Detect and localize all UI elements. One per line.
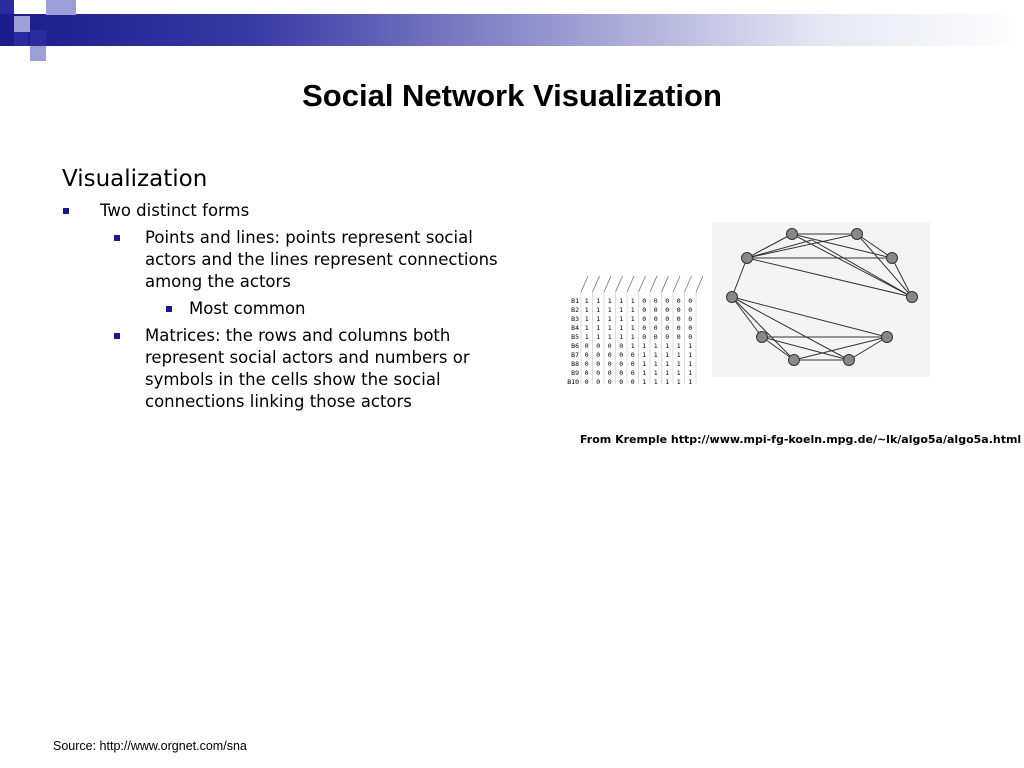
slide-title: Social Network Visualization — [302, 78, 722, 113]
section-heading: Visualization — [62, 166, 208, 192]
adjacency-matrix-figure — [561, 272, 711, 384]
matrix-cell: 1 — [596, 315, 601, 323]
network-node — [787, 229, 798, 240]
matrix-cell: 1 — [688, 342, 693, 350]
matrix-cell: 0 — [676, 297, 681, 305]
matrix-cell: 0 — [630, 369, 635, 377]
matrix-cell: 1 — [630, 333, 635, 341]
square-bullet-icon — [114, 235, 120, 241]
network-node — [882, 332, 893, 343]
matrix-cell: 0 — [642, 315, 647, 323]
decor-square — [14, 16, 30, 32]
matrix-cell: 1 — [596, 306, 601, 314]
matrix-row-label: B6 — [571, 342, 579, 350]
matrix-cell: 1 — [596, 297, 601, 305]
matrix-header-line — [639, 276, 646, 292]
figure-caption: From Kremple http://www.mpi-fg-koeln.mpg.de/~lk/algo5a/algo5a.html — [580, 433, 1022, 446]
matrix-cell: 1 — [676, 342, 681, 350]
matrix-cell: 0 — [607, 360, 612, 368]
matrix-cell: 0 — [676, 315, 681, 323]
matrix-cell: 1 — [642, 378, 647, 384]
matrix-cell: 1 — [607, 324, 612, 332]
matrix-cell: 0 — [596, 378, 601, 384]
matrix-cell: 1 — [607, 306, 612, 314]
matrix-cell: 1 — [630, 324, 635, 332]
matrix-row-label: B7 — [571, 351, 579, 359]
network-graph-figure — [712, 222, 930, 377]
network-node — [844, 355, 855, 366]
matrix-cell: 0 — [688, 306, 693, 314]
matrix-cell: 1 — [688, 360, 693, 368]
source-note: Source: http://www.orgnet.com/sna — [53, 739, 247, 753]
matrix-cell: 1 — [584, 315, 589, 323]
matrix-header-line — [581, 276, 588, 292]
matrix-cell: 1 — [676, 369, 681, 377]
network-node — [742, 253, 753, 264]
matrix-cell: 0 — [665, 297, 670, 305]
matrix-cell: 0 — [607, 369, 612, 377]
matrix-cell: 0 — [653, 297, 658, 305]
matrix-row-label: B1 — [571, 297, 579, 305]
matrix-header-line — [593, 276, 600, 292]
network-node — [757, 332, 768, 343]
matrix-cell: 0 — [676, 306, 681, 314]
matrix-cell: 1 — [653, 369, 658, 377]
decor-square — [46, 0, 61, 15]
matrix-cell: 1 — [619, 297, 624, 305]
matrix-cell: 1 — [630, 342, 635, 350]
matrix-cell: 1 — [676, 378, 681, 384]
matrix-cell: 0 — [584, 378, 589, 384]
matrix-cell: 1 — [642, 369, 647, 377]
matrix-cell: 0 — [584, 342, 589, 350]
matrix-row-label: B2 — [571, 306, 579, 314]
matrix-cell: 0 — [619, 360, 624, 368]
bullet-level2 — [145, 325, 500, 413]
matrix-cell: 0 — [676, 324, 681, 332]
matrix-header-line — [696, 276, 703, 292]
matrix-cell: 1 — [665, 342, 670, 350]
matrix-header-line — [650, 276, 657, 292]
bullet-text: Most common — [189, 299, 306, 318]
matrix-cell: 1 — [584, 297, 589, 305]
matrix-cell: 0 — [630, 378, 635, 384]
matrix-cell: 1 — [642, 342, 647, 350]
matrix-cell: 1 — [642, 351, 647, 359]
matrix-cell: 0 — [630, 351, 635, 359]
square-bullet-icon — [166, 306, 172, 312]
network-node — [907, 292, 918, 303]
network-graph — [712, 222, 930, 377]
bullet-level3 — [189, 298, 306, 320]
bullet-text: Points and lines: points represent social actors and the lines represent connections among the actors — [145, 228, 498, 291]
matrix-cell: 1 — [630, 315, 635, 323]
matrix-cell: 1 — [607, 297, 612, 305]
bullet-text: Two distinct forms — [100, 201, 250, 220]
matrix-cell: 0 — [584, 351, 589, 359]
network-node — [852, 229, 863, 240]
matrix-row-label: B3 — [571, 315, 579, 323]
matrix-cell: 0 — [584, 369, 589, 377]
matrix-cell: 1 — [653, 351, 658, 359]
matrix-cell: 0 — [642, 306, 647, 314]
matrix-cell: 1 — [619, 315, 624, 323]
matrix-cell: 0 — [665, 306, 670, 314]
matrix-cell: 0 — [596, 369, 601, 377]
square-bullet-icon — [114, 333, 120, 339]
matrix-cell: 0 — [619, 351, 624, 359]
matrix-cell: 1 — [676, 351, 681, 359]
decor-square — [30, 46, 46, 61]
matrix-cell: 1 — [665, 351, 670, 359]
matrix-row-label: B4 — [571, 324, 579, 332]
matrix-header-line — [662, 276, 669, 292]
matrix-cell: 1 — [607, 333, 612, 341]
matrix-cell: 0 — [619, 342, 624, 350]
bullet-level1 — [100, 200, 249, 222]
matrix-cell: 1 — [596, 324, 601, 332]
matrix-cell: 1 — [630, 297, 635, 305]
matrix-cell: 1 — [584, 333, 589, 341]
decor-square — [61, 0, 76, 15]
matrix-cell: 0 — [688, 324, 693, 332]
decor-square — [30, 30, 46, 46]
matrix-cell: 0 — [607, 351, 612, 359]
bullet-text: Matrices: the rows and columns both represent social actors and numbers or symbols in the cells show the social connections linking those actors — [145, 326, 470, 411]
matrix-cell: 1 — [619, 324, 624, 332]
adjacency-matrix — [561, 272, 711, 384]
matrix-cell: 1 — [653, 378, 658, 384]
matrix-cell: 0 — [596, 360, 601, 368]
matrix-cell: 0 — [688, 315, 693, 323]
matrix-cell: 0 — [619, 378, 624, 384]
matrix-cell: 0 — [665, 333, 670, 341]
matrix-cell: 0 — [642, 324, 647, 332]
matrix-cell: 1 — [619, 306, 624, 314]
matrix-cell: 0 — [665, 324, 670, 332]
matrix-cell: 1 — [665, 378, 670, 384]
matrix-cell: 1 — [584, 306, 589, 314]
header-gradient-bar — [0, 14, 1024, 46]
network-node — [789, 355, 800, 366]
matrix-cell: 1 — [688, 369, 693, 377]
matrix-header-line — [673, 276, 680, 292]
matrix-cell: 0 — [642, 297, 647, 305]
matrix-cell: 0 — [642, 333, 647, 341]
matrix-cell: 1 — [665, 369, 670, 377]
network-node — [887, 253, 898, 264]
matrix-row-label: B10 — [567, 378, 579, 384]
matrix-cell: 0 — [653, 315, 658, 323]
matrix-cell: 0 — [688, 297, 693, 305]
matrix-cell: 1 — [630, 306, 635, 314]
decor-square — [0, 0, 14, 14]
matrix-cell: 0 — [653, 324, 658, 332]
matrix-cell: 0 — [607, 378, 612, 384]
matrix-cell: 1 — [688, 351, 693, 359]
matrix-cell: 0 — [676, 333, 681, 341]
matrix-header-line — [604, 276, 611, 292]
matrix-cell: 0 — [619, 369, 624, 377]
matrix-cell: 1 — [584, 324, 589, 332]
matrix-header-line — [616, 276, 623, 292]
matrix-header-line — [627, 276, 634, 292]
matrix-cell: 1 — [653, 342, 658, 350]
matrix-cell: 0 — [665, 315, 670, 323]
matrix-cell: 0 — [596, 351, 601, 359]
matrix-cell: 1 — [676, 360, 681, 368]
matrix-cell: 1 — [688, 378, 693, 384]
matrix-cell: 0 — [653, 306, 658, 314]
matrix-cell: 1 — [619, 333, 624, 341]
bullet-level2 — [145, 227, 500, 293]
matrix-cell: 0 — [584, 360, 589, 368]
matrix-cell: 1 — [653, 360, 658, 368]
matrix-cell: 1 — [642, 360, 647, 368]
matrix-cell: 1 — [665, 360, 670, 368]
matrix-header-line — [685, 276, 692, 292]
network-node — [727, 292, 738, 303]
decor-square — [14, 32, 28, 46]
matrix-cell: 0 — [653, 333, 658, 341]
matrix-cell: 0 — [607, 342, 612, 350]
matrix-cell: 1 — [607, 315, 612, 323]
matrix-cell: 0 — [596, 342, 601, 350]
matrix-row-label: B8 — [571, 360, 579, 368]
square-bullet-icon — [63, 208, 69, 214]
matrix-cell: 0 — [630, 360, 635, 368]
matrix-row-label: B5 — [571, 333, 579, 341]
matrix-cell: 0 — [688, 333, 693, 341]
matrix-cell: 1 — [596, 333, 601, 341]
matrix-row-label: B9 — [571, 369, 579, 377]
